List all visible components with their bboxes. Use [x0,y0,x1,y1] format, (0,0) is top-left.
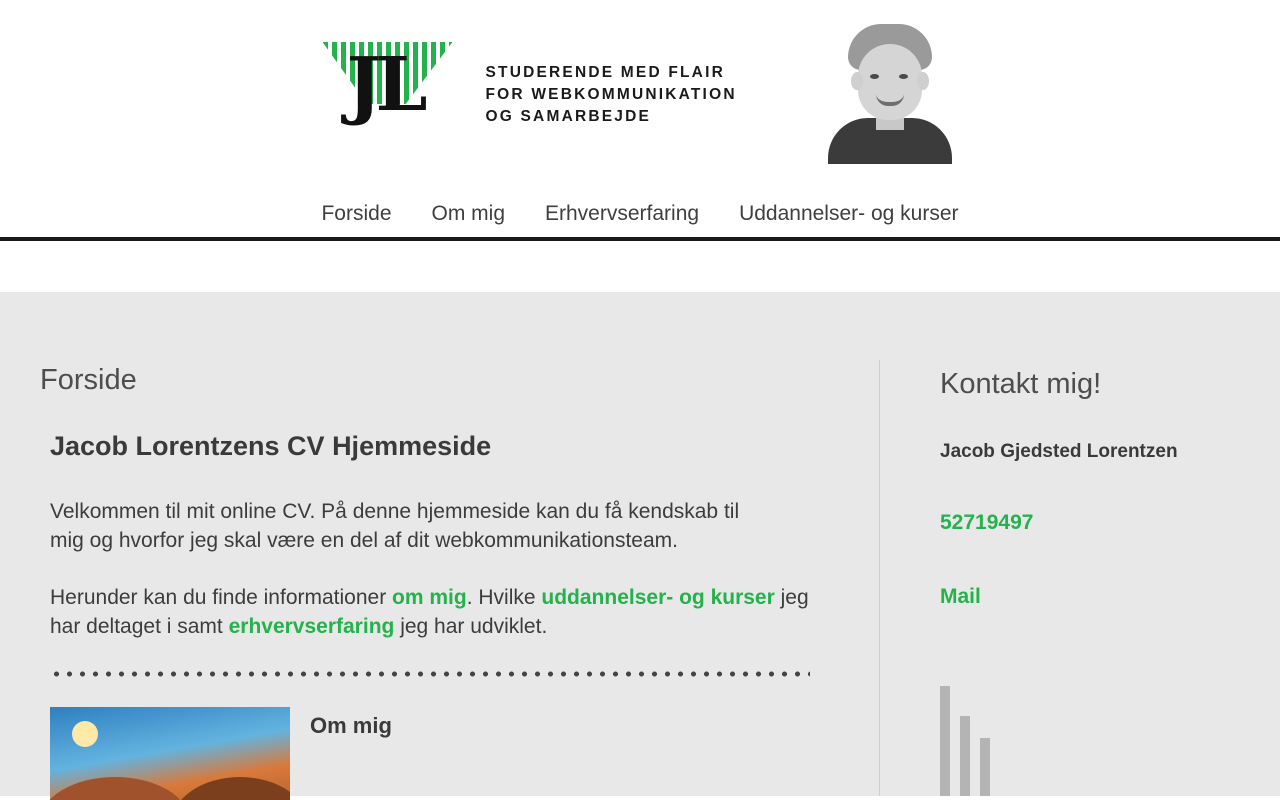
teaser-body [290,707,392,800]
portrait-ear-right [917,72,929,90]
site-logo[interactable] [323,30,458,140]
sidebar-contact-name: Jacob Gjedsted Lorentzen [940,441,1178,462]
content-wrapper [0,292,1280,796]
link-erhvervserfaring[interactable]: erhvervserfaring [228,615,395,638]
page-title: Forside [40,364,137,396]
link-uddannelser-og-kurser[interactable]: uddannelser- og kurser [541,586,775,609]
header-divider [0,237,1280,241]
portrait-ear-left [851,72,863,90]
nav-item-uddannelser-og-kurser[interactable]: Uddannelser- og kurser [739,202,959,225]
nav-item-erhvervserfaring[interactable]: Erhvervserfaring [545,202,700,225]
secondary-paragraph [50,583,810,641]
tagline-line-1: STUDERENDE MED FLAIR [485,64,725,81]
brand-row [0,0,1280,165]
paragraph-text-3: jeg har deltaget i samt [50,586,809,638]
portrait-face [858,44,922,120]
thumbnail-rock-right [170,777,290,800]
teaser-om-mig[interactable] [50,707,840,800]
portrait-eye-right [899,74,908,79]
paragraph-text-2: . Hvilke [466,586,542,609]
nav-item-om-mig[interactable]: Om mig [431,202,505,225]
sidebar-title: Kontakt mig! [940,368,1102,400]
page-body [0,292,1280,796]
portrait-eye-left [870,74,879,79]
tagline-line-3: OG SAMARBEJDE [485,108,652,125]
sidebar-mail-link[interactable]: Mail [940,585,981,608]
thumbnail-sun [72,721,98,747]
link-om-mig[interactable]: om mig [392,586,467,609]
thumbnail-rock-left [50,777,190,800]
site-tagline [486,30,786,128]
decoration-bar-3 [980,738,990,796]
dotted-divider [50,671,810,677]
site-header [0,0,1280,292]
main-navigation [0,165,1280,237]
main-column [40,292,880,796]
decoration-bar-2 [960,716,970,796]
tagline-line-2: FOR WEBKOMMUNIKATION [485,86,737,103]
portrait-photo [822,24,958,164]
nav-item-forside[interactable]: Forside [321,202,392,225]
teaser-thumbnail-image[interactable] [50,707,290,800]
page-heading: Jacob Lorentzens CV Hjemmeside [50,431,492,461]
decoration-bar-1 [940,686,950,796]
logo-letters: JL [346,42,422,128]
paragraph-text-4: jeg har udviklet. [394,615,548,638]
sidebar-phone-link[interactable]: 52719497 [940,511,1034,534]
intro-paragraph: Velkommen til mit online CV. På denne hjemmeside kan du få kendskab til mig og hvorfor jeg skal være en del af dit webkommunikationsteam. [50,500,740,552]
teaser-title: Om mig [310,713,392,738]
sidebar-bars-decoration [940,676,990,796]
paragraph-text-1: Herunder kan du finde informationer [50,586,393,609]
sidebar [880,292,1240,796]
